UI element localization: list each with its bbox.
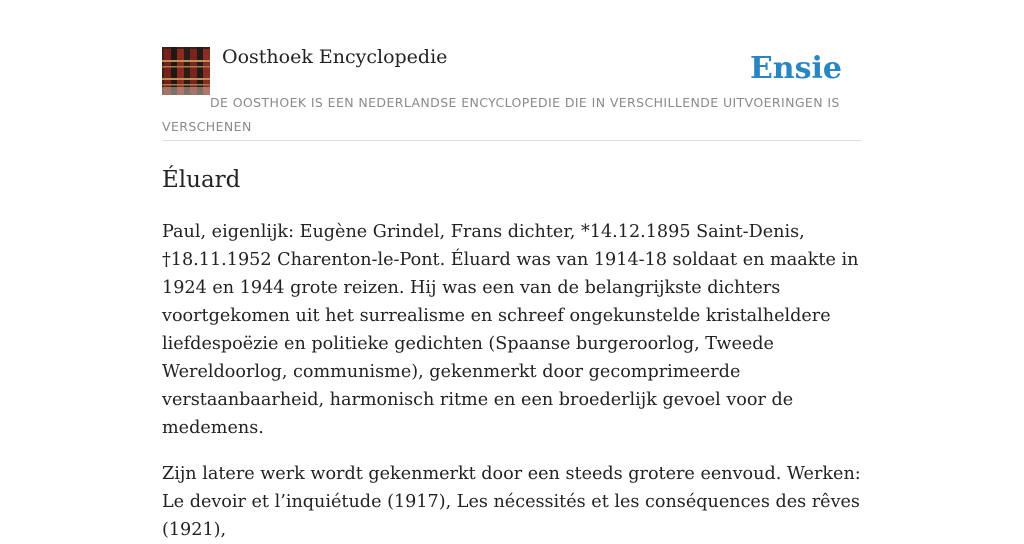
- article-paragraph: Zijn latere werk wordt gekenmerkt door een steeds grotere eenvoud. Werken: Le devoir et l’inquiétude (1917), Les nécessités et les conséquences des rêves (1921),: [162, 464, 861, 540]
- site-title-link[interactable]: Oosthoek Encyclopedie: [222, 46, 448, 68]
- page-container: [162, 0, 862, 544]
- book-spines-avatar-icon[interactable]: [162, 47, 210, 95]
- article-paragraph: Paul, eigenlijk: Eugène Grindel, Frans dichter, *14.12.1895 Saint-Denis, †18.11.1952 Charenton-le-Pont. Éluard was van 1914-18 soldaat en maakte in 1924 en 1944 grote reizen. Hij was een van de belangrijkste dichters voortgekomen uit het surrealisme en schreef ongekunstelde kristalheldere liefdespoëzie en politieke gedichten (Spaanse burgeroorlog, Tweede Wereldoorlog, communisme), gekenmerkt door gecomprimeerde verstaanbaarheid, harmonisch ritme en een broederlijk gevoel voor de medemens.: [162, 222, 859, 438]
- article-title: Éluard: [162, 167, 241, 193]
- brand-logo-link[interactable]: Ensie: [749, 51, 842, 86]
- site-tagline: DE OOSTHOEK IS EEN NEDERLANDSE ENCYCLOPEDIE DIE IN VERSCHILLENDE UITVOERINGEN IS VERSCHENEN: [162, 95, 840, 134]
- site-header: [162, 0, 862, 141]
